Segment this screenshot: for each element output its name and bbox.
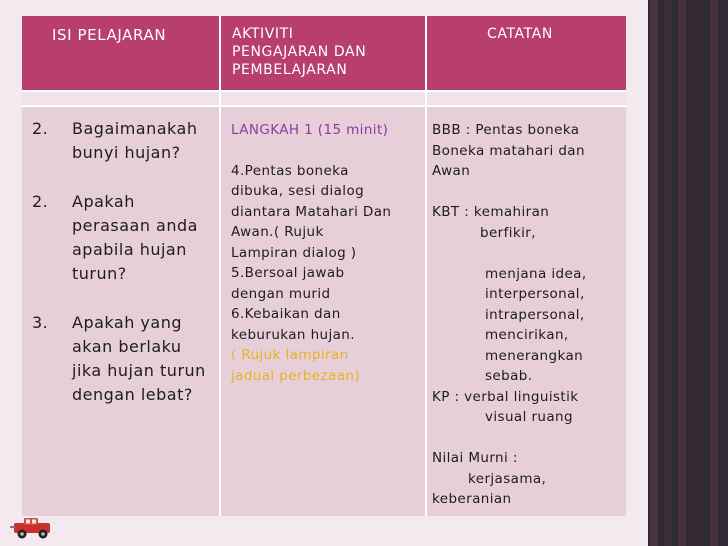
notes-line: kerjasama, xyxy=(468,470,547,487)
band-stripe xyxy=(664,0,672,546)
row-divider xyxy=(22,90,626,92)
band-stripe xyxy=(650,0,658,546)
question-text xyxy=(72,190,222,286)
header-activity-line: PEMBELAJARAN xyxy=(232,62,348,78)
notes-line: menerangkan xyxy=(485,347,584,364)
activity-reference-note: jadual perbezaan) xyxy=(231,367,361,384)
notes-line: mencirikan, xyxy=(485,327,569,343)
activity-line: 4.Pentas boneka xyxy=(231,162,349,179)
header-activity-line: AKTIVITI xyxy=(232,26,294,42)
activity-line: diantara Matahari Dan xyxy=(231,203,392,220)
question-line: turun? xyxy=(72,264,127,283)
activity-line: 6.Kebaikan dan xyxy=(231,306,341,322)
header-cell-notes xyxy=(427,16,626,90)
activity-line: keburukan hujan. xyxy=(231,326,355,343)
activity-reference-note: ( Rujuk lampiran xyxy=(231,347,349,363)
band-stripe xyxy=(694,0,702,546)
activity-line: dengan murid xyxy=(231,285,331,302)
notes-line: interpersonal, xyxy=(485,286,585,302)
header-activity-label xyxy=(232,25,366,79)
notes-line: Boneka matahari dan xyxy=(432,142,585,159)
header-activity-line: PENGAJARAN DAN xyxy=(232,44,367,60)
question-number: 3. xyxy=(32,313,49,332)
notes-line: sebab. xyxy=(485,368,533,384)
question-number: 2. xyxy=(32,119,49,138)
question-line: perasaan anda xyxy=(72,216,198,235)
activity-line: dibuka, sesi dialog xyxy=(231,183,365,199)
header-cell-activity xyxy=(221,16,425,90)
notes-line: intrapersonal, xyxy=(485,306,585,323)
notes-line: KBT : kemahiran xyxy=(432,204,550,220)
notes-line: BBB : Pentas boneka xyxy=(432,122,580,138)
question-line: jika hujan turun xyxy=(72,361,206,380)
question-text xyxy=(72,117,222,165)
activity-cell xyxy=(231,120,423,386)
notes-line: berfikir, xyxy=(480,224,536,241)
activity-line: Lampiran dialog ) xyxy=(231,244,357,261)
header-content-label: ISI PELAJARAN xyxy=(52,26,167,44)
header-cell-content xyxy=(22,16,219,90)
band-stripe xyxy=(710,0,718,546)
question-line: bunyi hujan? xyxy=(72,143,181,162)
notes-cell xyxy=(432,120,624,520)
question-line: dengan lebat? xyxy=(72,385,193,404)
header-notes-label: CATATAN xyxy=(487,26,553,42)
question-text xyxy=(72,311,222,407)
notes-line: Awan xyxy=(432,163,471,179)
notes-line: menjana idea, xyxy=(485,265,587,282)
content-cell xyxy=(22,106,219,516)
notes-line: visual ruang xyxy=(485,409,573,425)
notes-line: Nilai Murni : xyxy=(432,450,518,466)
activity-line: 5.Bersoal jawab xyxy=(231,265,345,281)
activity-line: Awan.( Rujuk xyxy=(231,224,324,240)
question-line: Bagaimanakah xyxy=(72,119,198,138)
question-line: apabila hujan xyxy=(72,240,187,259)
notes-line: keberanian xyxy=(432,491,512,507)
activity-step-title: LANGKAH 1 (15 minit) xyxy=(231,122,389,138)
lesson-table xyxy=(22,16,626,516)
red-car-icon xyxy=(10,515,56,541)
question-line: Apakah xyxy=(72,192,135,211)
activity-spacer xyxy=(231,141,423,161)
question-number: 2. xyxy=(32,192,49,211)
header-separator-band xyxy=(22,90,626,106)
question-line: Apakah yang xyxy=(72,313,182,332)
notes-line: KP : verbal linguistik xyxy=(432,388,579,405)
decorative-side-band xyxy=(648,0,728,546)
band-stripe xyxy=(678,0,686,546)
question-line: akan berlaku xyxy=(72,337,182,356)
